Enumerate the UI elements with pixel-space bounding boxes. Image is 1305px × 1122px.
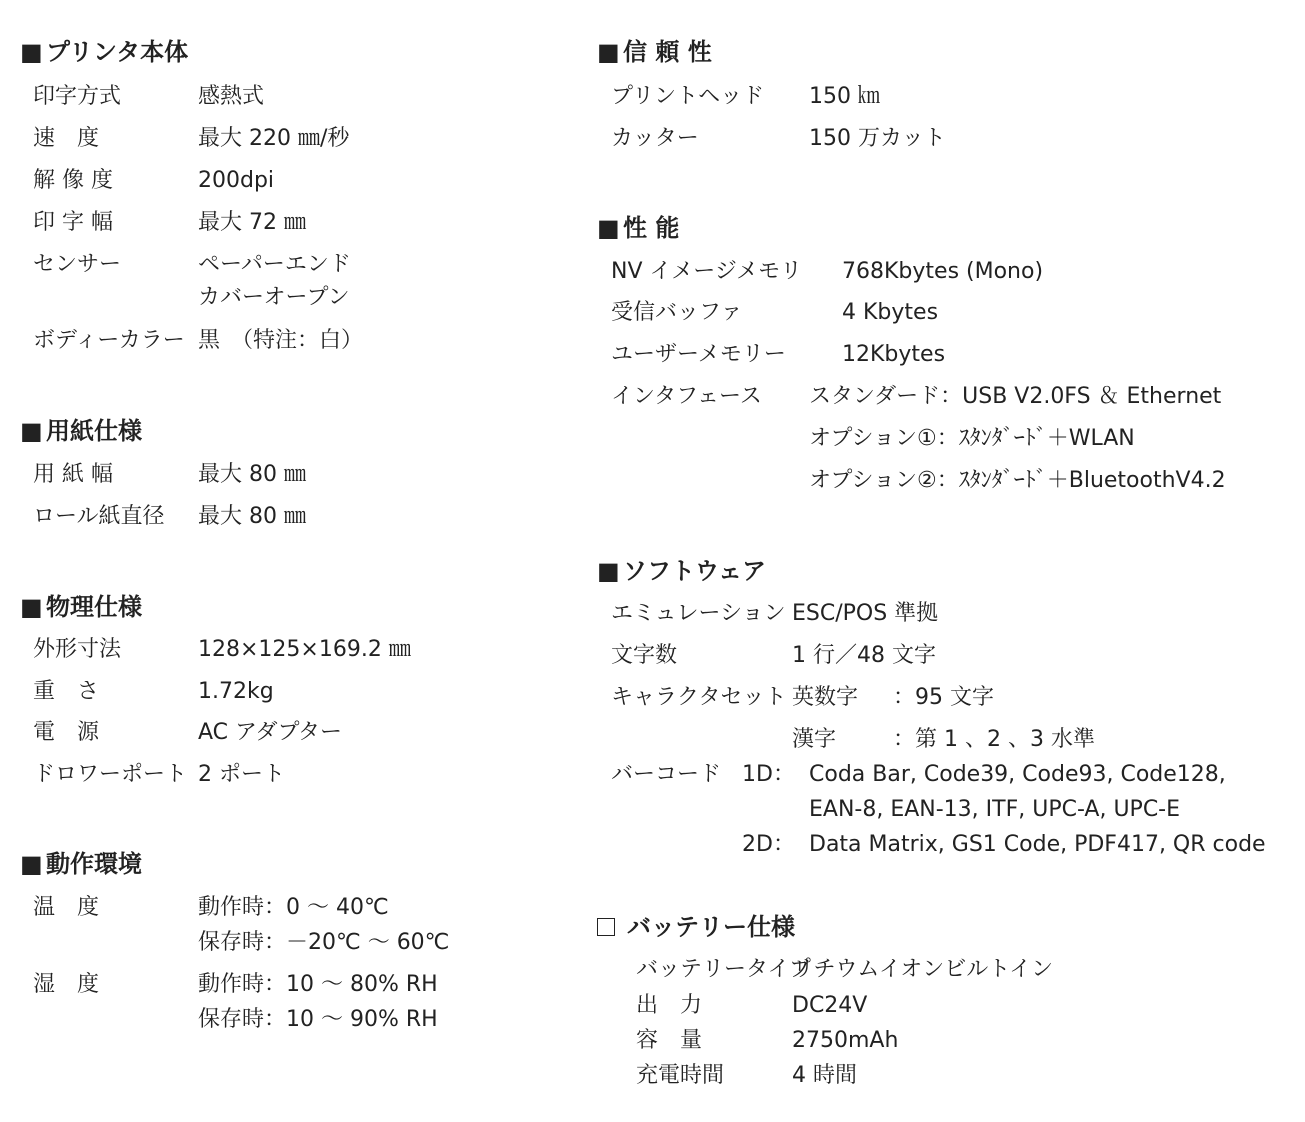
square-bullet-icon: ■ — [20, 38, 43, 66]
spec-label: プリントヘッド — [611, 84, 765, 109]
section-heading-software: ■ ソフトウェア — [597, 557, 767, 585]
section-heading-printer-body: ■ プリンタ本体 — [20, 38, 189, 66]
spec-label: 外形寸法 — [33, 637, 122, 662]
spec-value: 4 Kbytes — [842, 300, 939, 325]
spec-value: 最大 72 ㎜ — [198, 210, 306, 235]
barcode-2d-label: 2D： — [742, 832, 795, 857]
spec-label: バーコード — [611, 762, 722, 787]
barcode-1d-label: 1D： — [742, 762, 795, 787]
square-bullet-icon: ■ — [20, 850, 43, 878]
square-bullet-icon: ■ — [597, 557, 620, 585]
charset-kanji-value: ：第 1 、2 、3 水準 — [893, 727, 1095, 752]
spec-value: ペーパーエンド — [198, 252, 351, 277]
spec-label: ロール紙直径 — [33, 504, 165, 529]
spec-label: センサー — [33, 252, 122, 277]
spec-value: 最大 80 ㎜ — [198, 504, 306, 529]
square-bullet-icon: ■ — [597, 214, 620, 242]
spec-value: 2750mAh — [792, 1028, 899, 1053]
spec-label: 湿 度 — [33, 972, 100, 997]
spec-value: 1.72kg — [198, 679, 274, 704]
spec-value: カバーオープン — [198, 285, 350, 310]
spec-label: 出 力 — [636, 993, 703, 1018]
section-heading-environment: ■ 動作環境 — [20, 850, 142, 878]
spec-value: 動作時：0 ～ 40℃ — [198, 895, 389, 920]
spec-label: 印 字 幅 — [33, 210, 113, 235]
spec-label: NV イメージメモリ — [611, 259, 803, 284]
spec-label: エミュレーション — [611, 601, 786, 626]
spec-value: 黒 （特注：白） — [198, 328, 364, 353]
barcode-2d-value: Data Matrix, GS1 Code, PDF417, QR code — [809, 832, 1266, 857]
spec-label: キャラクタセット — [611, 685, 787, 710]
spec-label: ドロワーポート — [33, 762, 188, 787]
section-heading-paper: ■ 用紙仕様 — [20, 417, 142, 445]
square-bullet-icon: ■ — [20, 417, 43, 445]
charset-kanji-label: 漢字 — [792, 727, 837, 752]
spec-label: 容 量 — [636, 1028, 703, 1053]
spec-value: 12Kbytes — [842, 342, 946, 367]
spec-label: 文字数 — [611, 643, 678, 668]
spec-label: 電 源 — [33, 720, 100, 745]
spec-value: オプション①：ｽﾀﾝﾀﾞｰﾄﾞ＋WLAN — [809, 426, 1135, 451]
spec-value: 保存時：－20℃ ～ 60℃ — [198, 930, 450, 955]
spec-value: 4 時間 — [792, 1063, 857, 1088]
spec-value: 最大 80 ㎜ — [198, 462, 306, 487]
spec-label: 充電時間 — [636, 1063, 725, 1088]
spec-value: オプション②：ｽﾀﾝﾀﾞｰﾄﾞ＋BluetoothV4.2 — [809, 468, 1226, 493]
spec-value: 768Kbytes (Mono) — [842, 259, 1044, 284]
spec-value: 感熱式 — [198, 84, 265, 109]
barcode-1d-value: Coda Bar, Code39, Code93, Code128, — [809, 762, 1226, 787]
spec-label: 印字方式 — [33, 84, 122, 109]
spec-value: 150 万カット — [809, 126, 946, 151]
spec-label: ユーザーメモリー — [611, 342, 786, 367]
spec-value: 2 ポート — [198, 762, 285, 787]
spec-value: ESC/POS 準拠 — [792, 601, 939, 626]
spec-value: リチウムイオンビルトイン — [792, 957, 1054, 982]
spec-label: 速 度 — [33, 126, 100, 151]
charset-alnum-value: ：95 文字 — [893, 685, 994, 710]
spec-label: ボディーカラー — [33, 328, 185, 353]
spec-value: AC アダプター — [198, 720, 342, 745]
spec-label: バッテリータイプ — [636, 957, 811, 982]
spec-value: 128×125×169.2 ㎜ — [198, 637, 411, 662]
spec-value: 動作時：10 ～ 80% RH — [198, 972, 438, 997]
spec-label: カッター — [611, 126, 699, 151]
spec-value: 200dpi — [198, 168, 275, 193]
spec-value: 最大 220 ㎜/秒 — [198, 126, 350, 151]
spec-label: 温 度 — [33, 895, 100, 920]
spec-value: スタンダード：USB V2.0FS ＆ Ethernet — [809, 384, 1222, 409]
spec-value: 150 ㎞ — [809, 84, 880, 109]
charset-alnum-label: 英数字 — [792, 685, 859, 710]
section-heading-battery: バッテリー仕様 — [597, 912, 795, 942]
section-heading-physical: ■ 物理仕様 — [20, 593, 142, 621]
spec-value: 保存時：10 ～ 90% RH — [198, 1007, 438, 1032]
spec-label: 解 像 度 — [33, 168, 113, 193]
square-bullet-icon: ■ — [597, 38, 620, 66]
section-heading-reliability: ■ 信 頼 性 — [597, 38, 712, 66]
section-heading-performance: ■ 性 能 — [597, 214, 680, 242]
barcode-1d-value: EAN-8, EAN-13, ITF, UPC-A, UPC-E — [809, 797, 1181, 822]
spec-value: DC24V — [792, 993, 868, 1018]
spec-label: インタフェース — [611, 384, 762, 409]
spec-label: 重 さ — [33, 679, 100, 704]
square-bullet-icon: ■ — [20, 593, 43, 621]
spec-label: 用 紙 幅 — [33, 462, 113, 487]
spec-label: 受信バッファ — [611, 300, 743, 325]
spec-value: 1 行／48 文字 — [792, 643, 936, 668]
empty-square-icon — [597, 918, 615, 936]
